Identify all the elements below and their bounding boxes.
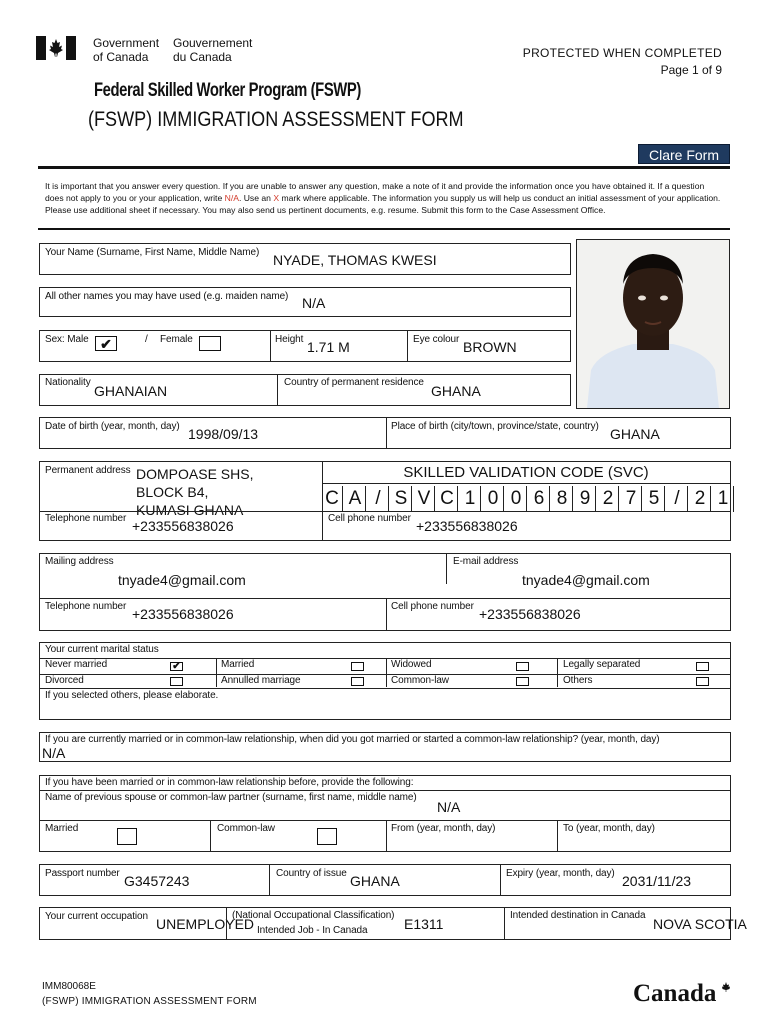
mail-field[interactable]: tnyade4@gmail.com — [118, 572, 246, 588]
option-married: Married — [221, 659, 255, 670]
marital-status-box — [39, 642, 731, 720]
current-marriage-label: If you are currently married or in common-law relationship, when did you got married or started a common-law relationship? (year, month, day) — [45, 734, 660, 745]
form-code: IMM80068E — [42, 981, 96, 992]
passport-field[interactable]: G3457243 — [124, 873, 190, 889]
pob-label: Place of birth (city/town, province/state, country) — [391, 421, 599, 432]
nationality-box — [39, 374, 571, 406]
mailing-address-box — [39, 553, 731, 631]
from-label: From (year, month, day) — [391, 823, 496, 834]
prev-married-label: Married — [45, 823, 79, 834]
intro-text — [45, 180, 725, 216]
applicant-photo — [576, 239, 730, 409]
issue-field[interactable]: GHANA — [350, 873, 400, 889]
perm-address-label: Permanent address — [45, 465, 131, 476]
prev-common-law-label: Common-law — [217, 823, 275, 834]
residence-field[interactable]: GHANA — [431, 383, 481, 399]
gov-en-line2: of Canada — [93, 50, 149, 64]
tel-label: Telephone number — [45, 513, 127, 524]
perm-address-field[interactable] — [136, 465, 316, 518]
svc-char-box: S — [391, 486, 412, 512]
expiry-label: Expiry (year, month, day) — [506, 868, 615, 879]
svc-char-box: / — [667, 486, 688, 512]
never-married-checkbox[interactable]: ✔ — [170, 662, 183, 671]
svc-title: SKILLED VALIDATION CODE (SVC) — [403, 464, 649, 481]
prev-name-label: Name of previous spouse or common-law partner (surname, first name, middle name) — [45, 792, 417, 803]
svc-char-box: 2 — [598, 486, 619, 512]
svc-char-box: A — [345, 486, 366, 512]
elaborate-label: If you selected others, please elaborate. — [45, 690, 219, 701]
other-names-label: All other names you may have used (e.g. maiden name) — [45, 291, 289, 302]
dob-field[interactable]: 1998/09/13 — [188, 426, 259, 442]
page-number: Page 1 of 9 — [660, 63, 722, 77]
svc-char-box: 8 — [552, 486, 573, 512]
clear-form-button[interactable]: Clare Form — [638, 144, 730, 164]
destination-field[interactable]: NOVA SCOTIA — [653, 916, 747, 932]
tel2-label: Telephone number — [45, 601, 127, 612]
passport-label: Passport number — [45, 868, 120, 879]
issue-label: Country of issue — [276, 868, 347, 879]
prev-common-law-checkbox[interactable] — [317, 828, 337, 845]
gov-fr-line1: Gouvernement — [173, 36, 253, 50]
name-label: Your Name (Surname, First Name, Middle Name) — [45, 247, 260, 258]
canada-flag-icon — [36, 36, 76, 60]
elaborate-field[interactable] — [44, 703, 726, 717]
female-checkbox[interactable] — [199, 336, 221, 351]
svc-char-box: 5 — [644, 486, 665, 512]
svc-char-box: 9 — [575, 486, 596, 512]
perm-line2: BLOCK B4, — [136, 484, 209, 500]
perm-line3: KUMASI GHANA — [136, 502, 244, 518]
intro-rule — [38, 228, 730, 230]
other-names-field[interactable]: N/A — [302, 295, 326, 311]
protected-notice: PROTECTED WHEN COMPLETED — [522, 46, 722, 60]
others-checkbox[interactable] — [696, 677, 709, 686]
svc-char-box: 1 — [713, 486, 734, 512]
passport-box — [39, 864, 731, 896]
expiry-field[interactable]: 2031/11/23 — [622, 873, 692, 889]
email-label: E-mail address — [453, 556, 519, 567]
occupation-label: Your current occupation — [45, 911, 148, 922]
cell-field[interactable]: +233556838026 — [416, 518, 518, 534]
current-marriage-box — [39, 732, 731, 762]
occupation-box — [39, 907, 747, 940]
svc-code-field[interactable] — [322, 462, 732, 512]
svc-char-box: C — [437, 486, 458, 512]
occupation-field[interactable]: UNEMPLOYED — [156, 916, 255, 932]
svc-char-box: C — [322, 486, 343, 512]
destination-label: Intended destination in Canada — [510, 910, 646, 921]
government-fr — [173, 36, 252, 64]
svc-char-box: 0 — [483, 486, 504, 512]
canada-wordmark-text: Canada — [633, 980, 717, 1007]
tel2-field[interactable]: +233556838026 — [132, 606, 234, 622]
previous-spouse-box — [39, 775, 731, 852]
annulled-checkbox[interactable] — [351, 677, 364, 686]
government-en — [93, 36, 159, 64]
program-title: Federal Skilled Worker Program (FSWP) — [94, 80, 361, 101]
female-label: Female — [160, 334, 193, 345]
height-label: Height — [275, 334, 304, 345]
mail-label: Mailing address — [45, 556, 114, 567]
tel-field[interactable]: +233556838026 — [132, 518, 234, 534]
eye-colour-label: Eye colour — [413, 334, 460, 345]
noc-label-1: (National Occupational Classification) — [232, 910, 395, 921]
current-marriage-field[interactable]: N/A — [42, 745, 66, 761]
gov-en-line1: Government — [93, 36, 160, 50]
pob-field[interactable]: GHANA — [610, 426, 660, 442]
prev-married-checkbox[interactable] — [117, 828, 137, 845]
sex-height-eye-box — [39, 330, 571, 362]
widowed-checkbox[interactable] — [516, 662, 529, 671]
form-title: (FSWP) IMMIGRATION ASSESSMENT FORM — [88, 108, 464, 131]
intro-part1: It is important that you answer every question. If you are unable to answer any question, make a note of it and provide the information once you have obtained it. If a question does not apply to you or your application, write — [45, 181, 705, 203]
perm-line1: DOMPOASE SHS, — [136, 466, 254, 482]
svc-char-box: 7 — [621, 486, 642, 512]
svc-char-box: 1 — [460, 486, 481, 512]
noc-field[interactable]: E1311 — [404, 916, 444, 932]
birth-box — [39, 417, 731, 449]
intro-na: N/A — [224, 193, 239, 203]
height-field[interactable]: 1.71 M — [307, 339, 350, 355]
residence-label: Country of permanent residence — [284, 377, 424, 388]
name-field[interactable]: NYADE, THOMAS KWESI — [273, 252, 437, 268]
option-widowed: Widowed — [391, 659, 432, 670]
wordmark-flag-icon — [721, 982, 731, 992]
cell-label: Cell phone number — [328, 513, 411, 524]
option-divorced: Divorced — [45, 675, 84, 686]
option-never-married: Never married — [45, 659, 108, 670]
svc-char-box: / — [368, 486, 389, 512]
permanent-address-box — [39, 461, 731, 541]
male-checkbox[interactable]: ✔ — [95, 336, 117, 351]
cell2-field[interactable]: +233556838026 — [479, 606, 581, 622]
noc-label-2: Intended Job - In Canada — [257, 925, 368, 936]
sex-label: Sex: Male — [45, 334, 89, 345]
name-box — [39, 243, 571, 275]
option-common-law: Common-law — [391, 675, 449, 686]
dob-label: Date of birth (year, month, day) — [45, 421, 180, 432]
other-names-box — [39, 287, 571, 317]
eye-colour-field[interactable]: BROWN — [463, 339, 517, 355]
cell2-label: Cell phone number — [391, 601, 474, 612]
footer-title: (FSWP) IMMIGRATION ASSESSMENT FORM — [42, 996, 257, 1007]
married-checkbox[interactable] — [351, 662, 364, 671]
option-legally-separated: Legally separated — [563, 659, 641, 670]
nationality-label: Nationality — [45, 377, 91, 388]
svc-char-box: V — [414, 486, 435, 512]
canada-wordmark — [633, 980, 716, 1012]
header-rule — [38, 166, 730, 169]
gov-fr-line2: du Canada — [173, 50, 232, 64]
legally-separated-checkbox[interactable] — [696, 662, 709, 671]
intro-part2: . Use an — [238, 193, 274, 203]
common-law-checkbox[interactable] — [516, 677, 529, 686]
svc-char-box: 6 — [529, 486, 550, 512]
previous-title: If you have been married or in common-law relationship before, provide the following: — [45, 777, 414, 788]
nationality-field[interactable]: GHANAIAN — [94, 383, 168, 399]
option-annulled: Annulled marriage — [221, 675, 301, 686]
to-label: To (year, month, day) — [563, 823, 655, 834]
option-others: Others — [563, 675, 593, 686]
marital-title: Your current marital status — [45, 644, 159, 655]
intro-x: X — [273, 193, 280, 203]
sex-slash: / — [145, 334, 148, 345]
email-field[interactable]: tnyade4@gmail.com — [522, 572, 650, 588]
intro-part3: mark where applicable. The information you supply us will help us conduct an initial assessment of your application. Please use additional sheet if necessary. You may also send us pertinent documents, e.g. resume. Submit this form to the Case Assessment Office. — [45, 193, 721, 215]
svc-char-box: 2 — [690, 486, 711, 512]
svc-char-box: 0 — [506, 486, 527, 512]
divorced-checkbox[interactable] — [170, 677, 183, 686]
prev-name-field[interactable]: N/A — [437, 799, 461, 815]
